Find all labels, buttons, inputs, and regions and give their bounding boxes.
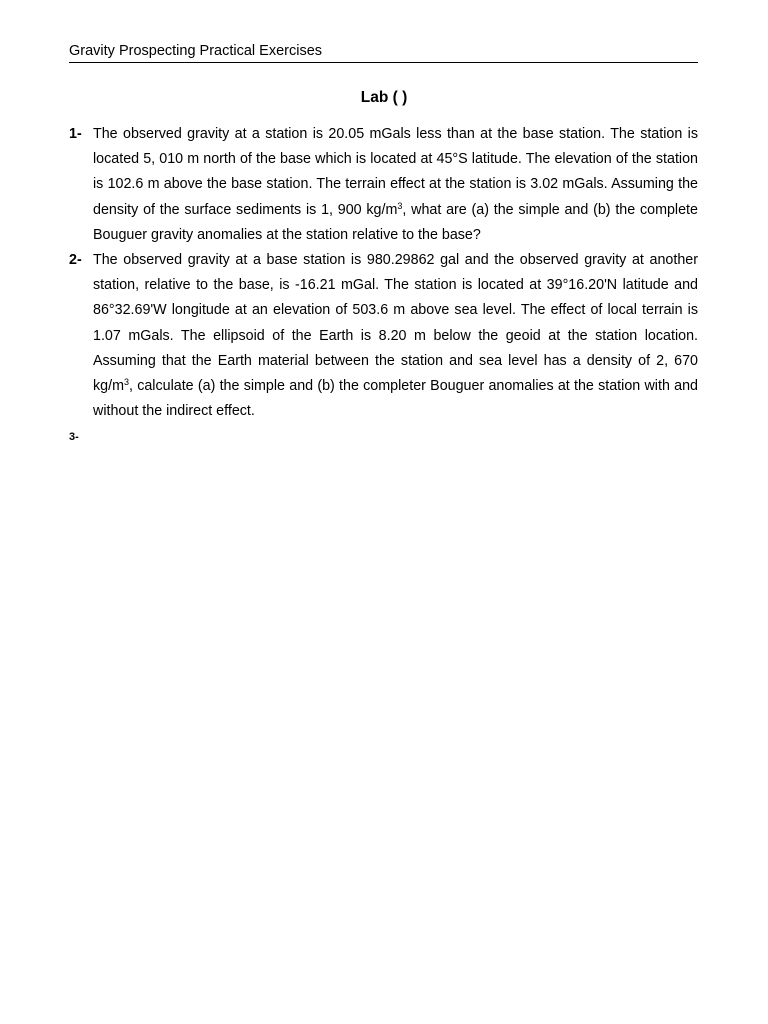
question-number: 1-	[69, 126, 82, 142]
question-text: The observed gravity at a station is 20.05 mGals less than at the base station. The station is located 5, 010 m north of the base which is located at 45°S latitude. The elevation of the station is 102.6 m above the base station. The terrain effect at the station is 3.02 mGals. Assuming the density of the surface sediments is 1, 900 $kg/m^3$, what are (a) the simple and (b) the complete Bouguer gravity anomalies at the station relative to the base?	[93, 126, 698, 243]
page-header: Gravity Prospecting Practical Exercises	[69, 42, 698, 63]
question-number: 2-	[69, 252, 82, 269]
question-text: The observed gravity at a base station is 980.29862 gal and the observed gravity at another station, relative to the base, is -16.21 mGal. The station is located at 39°16.20'N latitude and 86°32.69'W longitude at an elevation of 503.6 m above sea level. The effect of local terrain is 1.07 mGals. The ellipsoid of the Earth is 8.20 m below the geoid at the station location. Assuming that the Earth material between the station and sea level has a density of 2, 670 $kg/m^3$, calculate (a) the simple and (b) the completer Bouguer anomalies at the station with and without the indirect effect.	[93, 252, 698, 420]
question-1	[69, 122, 698, 248]
question-list	[69, 122, 698, 444]
superscript-cubed: 3	[123, 377, 129, 388]
question-3-number: 3-	[69, 431, 79, 444]
lab-title: Lab ( )	[360, 89, 408, 106]
superscript-cubed: 3	[397, 200, 403, 211]
question-2	[69, 248, 698, 424]
